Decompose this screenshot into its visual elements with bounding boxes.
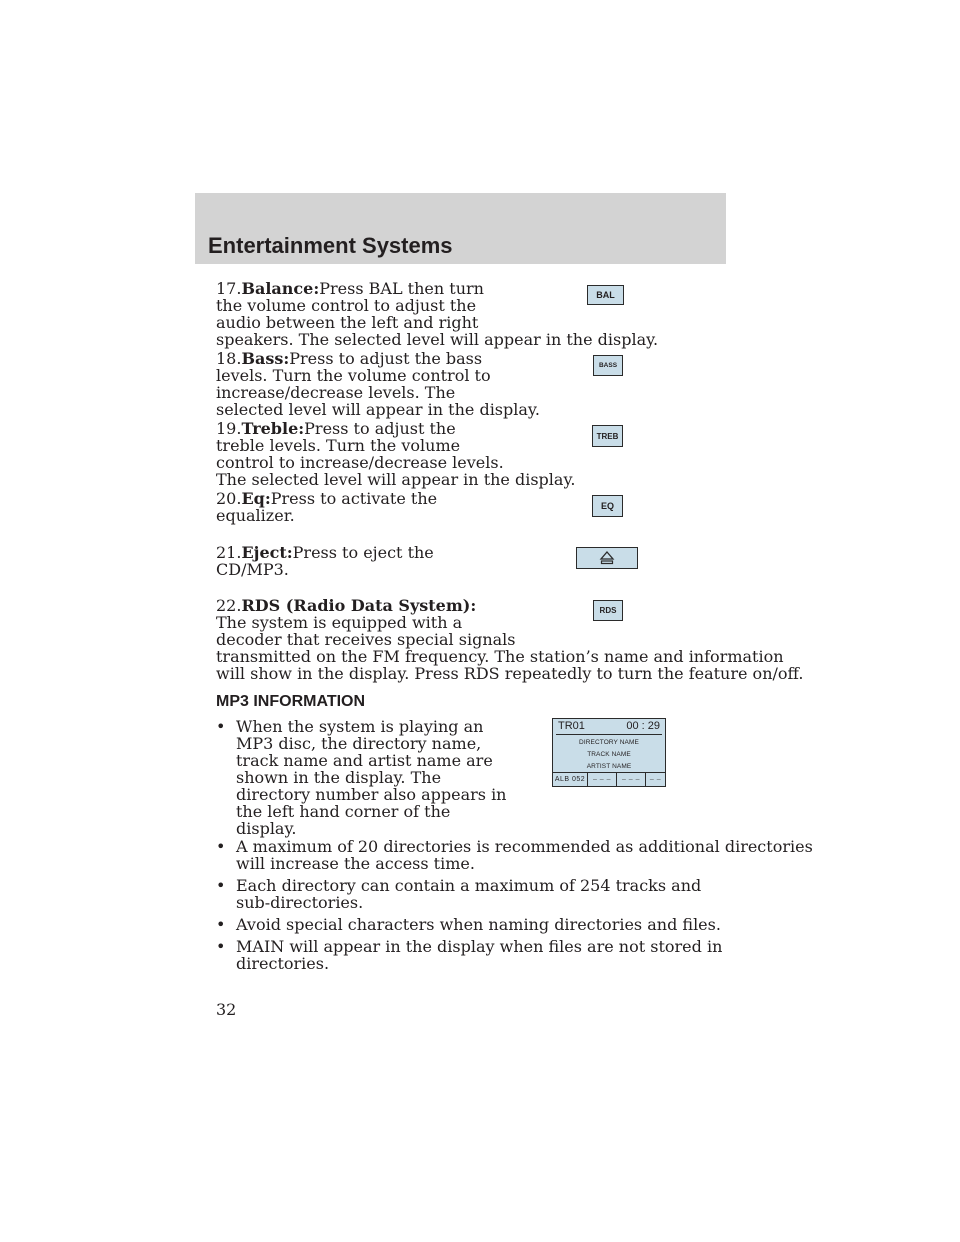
rds-button-label: RDS (599, 606, 617, 615)
bal-button[interactable] (587, 285, 624, 305)
item-text-line: Press to eject the (292, 543, 434, 562)
section-title: Entertainment Systems (208, 233, 453, 258)
item-text-line: audio between the left and right (216, 313, 479, 332)
display-field: – – – (588, 773, 617, 786)
item-term: Balance: (241, 279, 320, 298)
mp3-display-illustration (552, 718, 666, 787)
bullet-text-line: When the system is playing an (236, 717, 484, 736)
item-term: Eject: (241, 543, 293, 562)
display-field: – – – (617, 773, 646, 786)
item-term: Treble: (241, 419, 305, 438)
display-track-number: TR01 (558, 720, 585, 732)
mp3-bullet (216, 938, 726, 972)
bullet-text-line: track name and artist name are (236, 751, 493, 770)
bass-button-label: BASS (598, 362, 618, 369)
item-text-line: treble levels. Turn the volume (216, 436, 461, 455)
display-artist-name: ARTIST NAME (586, 763, 632, 770)
section-header-bar (195, 193, 726, 264)
item-term: Bass: (241, 349, 290, 368)
item-term: RDS (Radio Data System): (241, 596, 477, 615)
rds-button[interactable] (593, 600, 623, 621)
item-text-line: control to increase/decrease levels. (216, 453, 504, 472)
bullet-text-line: MAIN will appear in the display when files are not stored in (236, 937, 723, 956)
page-number: 32 (216, 1000, 237, 1019)
mp3-heading: MP3 INFORMATION (216, 693, 366, 710)
display-bottom-row (553, 772, 665, 786)
bullet-text-line: A maximum of 20 directories is recommended as additional directories (236, 837, 813, 856)
bullet-text-line: sub-directories. (236, 893, 364, 912)
item-balance (216, 280, 726, 348)
display-album: ALB 052 (553, 773, 588, 786)
bullet-text-line: the left hand corner of the (236, 802, 451, 821)
bullet-text-line: directories. (236, 954, 330, 973)
item-text-line: will show in the display. Press RDS repeatedly to turn the feature on/off. (216, 664, 804, 683)
item-number: 22. (216, 596, 242, 615)
item-treble (216, 420, 726, 488)
eq-button[interactable] (592, 495, 623, 517)
bal-button-label: BAL (596, 290, 615, 300)
item-number: 21. (216, 543, 242, 562)
item-text-line: CD/MP3. (216, 560, 289, 579)
bullet-dot: • (216, 717, 226, 736)
eject-button[interactable] (576, 547, 638, 569)
bullet-dot: • (216, 915, 226, 934)
item-number: 17. (216, 279, 242, 298)
item-text-line: The system is equipped with a (216, 613, 463, 632)
item-text-line: speakers. The selected level will appear in the display. (216, 330, 659, 349)
bullet-text-line: shown in the display. The (236, 768, 442, 787)
item-eq (216, 490, 726, 524)
item-eject (216, 544, 726, 578)
display-time: 00 : 29 (626, 720, 660, 732)
bullet-text-line: MP3 disc, the directory name, (236, 734, 482, 753)
bullet-dot: • (216, 876, 226, 895)
display-top-row (556, 720, 662, 735)
bullet-text-line: display. (236, 819, 297, 838)
item-text-line: Press BAL then turn (319, 279, 484, 298)
item-number: 20. (216, 489, 242, 508)
eject-icon (599, 551, 615, 565)
mp3-bullet (216, 877, 726, 911)
treb-button[interactable] (592, 425, 623, 447)
item-text-line: equalizer. (216, 506, 295, 525)
bullet-dot: • (216, 937, 226, 956)
item-number: 18. (216, 349, 242, 368)
item-text-line: increase/decrease levels. The (216, 383, 456, 402)
bullet-text-line: Avoid special characters when naming directories and files. (236, 915, 721, 934)
bullet-text-line: Each directory can contain a maximum of 254 tracks and (236, 876, 702, 895)
item-text-line: Press to adjust the bass (289, 349, 483, 368)
display-field: – – (649, 776, 662, 783)
treb-button-label: TREB (596, 431, 619, 441)
bullet-text-line: directory number also appears in (236, 785, 507, 804)
item-term: Eq: (241, 489, 271, 508)
item-text-line: selected level will appear in the display. (216, 400, 540, 419)
item-bass (216, 350, 726, 418)
item-text-line: levels. Turn the volume control to (216, 366, 491, 385)
item-text-line: transmitted on the FM frequency. The station’s name and information (216, 647, 784, 666)
eq-button-label: EQ (600, 501, 614, 511)
item-text-line: The selected level will appear in the display. (216, 470, 576, 489)
display-directory-name: DIRECTORY NAME (579, 739, 639, 746)
mp3-bullet (216, 837, 813, 873)
item-text-line: decoder that receives special signals (216, 630, 516, 649)
item-text-line: the volume control to adjust the (216, 296, 477, 315)
item-text-line: Press to activate the (270, 489, 438, 508)
item-text-line: Press to adjust the (304, 419, 456, 438)
item-rds (216, 596, 804, 683)
display-track-name: TRACK NAME (587, 751, 631, 758)
mp3-bullet (216, 916, 726, 933)
bullet-text-line: will increase the access time. (236, 854, 475, 873)
item-number: 19. (216, 419, 242, 438)
bullet-dot: • (216, 837, 226, 856)
bass-button[interactable] (593, 355, 623, 376)
